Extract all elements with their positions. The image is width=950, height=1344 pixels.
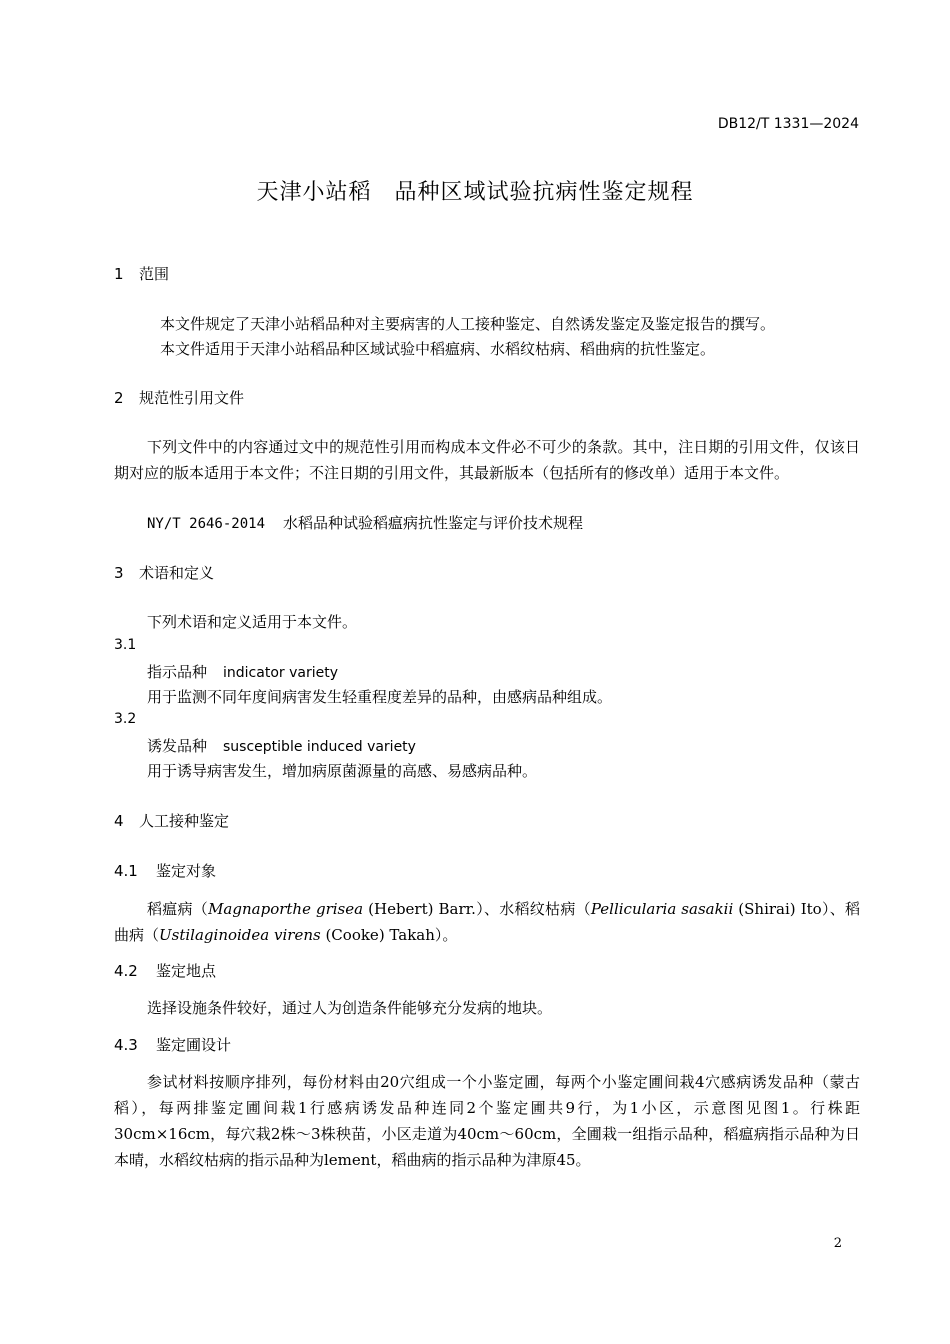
term-english: susceptible induced variety [223,739,416,755]
section-number: 1 [114,265,124,283]
section-title: 人工接种鉴定 [139,812,230,830]
page-number: 2 [833,1236,842,1251]
subsection-4-2-heading [114,960,216,981]
document-title: 天津小站稻 品种区域试验抗病性鉴定规程 [256,180,694,205]
section-title: 规范性引用文件 [139,389,245,407]
term-1-definition: 用于监测不同年度间病害发生轻重程度差异的品种，由感病品种组成。 [147,688,613,706]
normative-references-paragraph: 下列文件中的内容通过文中的规范性引用而构成本文件必不可少的条款。其中，注日期的引用文件，仅该日期对应的版本适用于本文件；不注日期的引用文件，其最新版本（包括所有的修改单）适用于本文件。 [114,438,860,482]
nursery-design-paragraph: 参试材料按顺序排列，每份材料由20穴组成一个小鉴定圃，每两个小鉴定圃间栽4穴感病诱发品种（蒙古稻），每两排鉴定圃间栽1行感病诱发品种连同2个鉴定圃共9行，为1小区，示意图见图1。行株距30cm×16cm，每穴栽2株～3株秧苗，小区走道为40cm～60cm，全圃栽一组指示品种，稻瘟病指示品种为日本晴，水稻纹枯病的指示品种为lement，稻曲病的指示品种为津原45。 [114,1073,860,1169]
text-run: (Cooke) Takah）。 [320,926,458,944]
reference-code: NY/T 2646-2014 [147,516,266,532]
section-number: 2 [114,389,124,407]
section-title: 术语和定义 [139,564,215,582]
section-title: 范围 [139,265,170,283]
latin-name-sheath-blight: Pellicularia sasakii [590,900,734,918]
section-2-heading [114,387,244,408]
subsection-4-1-heading [114,860,216,881]
term-chinese: 指示品种 [147,663,208,681]
reference-title: 水稻品种试验稻瘟病抗性鉴定与评价技术规程 [283,514,584,532]
latin-name-false-smut: Ustilaginoidea virens [159,926,321,944]
subsection-number: 4.3 [114,1036,138,1054]
section-3-heading [114,562,214,583]
reference-item [147,511,583,537]
text-run: (Shirai) Ito）、稻曲病（ [114,900,860,944]
text-run: 稻瘟病（ [147,900,209,918]
subsection-4-3-heading [114,1034,231,1055]
section-4-heading [114,810,229,831]
term-1-number: 3.1 [114,637,137,653]
scope-paragraph-1: 本文件规定了天津小站稻品种对主要病害的人工接种鉴定、自然诱发鉴定及鉴定报告的撰写。 [160,315,776,333]
subsection-title: 鉴定圃设计 [156,1036,232,1054]
term-2-number: 3.2 [114,711,137,727]
section-number: 3 [114,564,124,582]
subsection-number: 4.2 [114,962,138,980]
document-code: DB12/T 1331—2024 [717,116,859,132]
term-english: indicator variety [223,665,338,681]
latin-name-blast: Magnaporthe grisea [208,900,364,918]
term-2 [147,735,416,756]
section-number: 4 [114,812,124,830]
subsection-title: 鉴定地点 [156,962,217,980]
subsection-title: 鉴定对象 [156,862,217,880]
subsection-number: 4.1 [114,862,138,880]
term-chinese: 诱发品种 [147,737,208,755]
section-1-heading [114,263,169,284]
identification-site-paragraph: 选择设施条件较好，通过人为创造条件能够充分发病的地块。 [147,999,553,1017]
term-2-definition: 用于诱导病害发生，增加病原菌源量的高感、易感病品种。 [147,762,538,780]
terms-intro: 下列术语和定义适用于本文件。 [147,613,358,631]
identification-targets-paragraph [114,896,860,948]
term-1 [147,661,338,682]
text-run: (Hebert) Barr.）、水稻纹枯病（ [363,900,591,918]
scope-paragraph-2: 本文件适用于天津小站稻品种区域试验中稻瘟病、水稻纹枯病、稻曲病的抗性鉴定。 [160,340,716,358]
